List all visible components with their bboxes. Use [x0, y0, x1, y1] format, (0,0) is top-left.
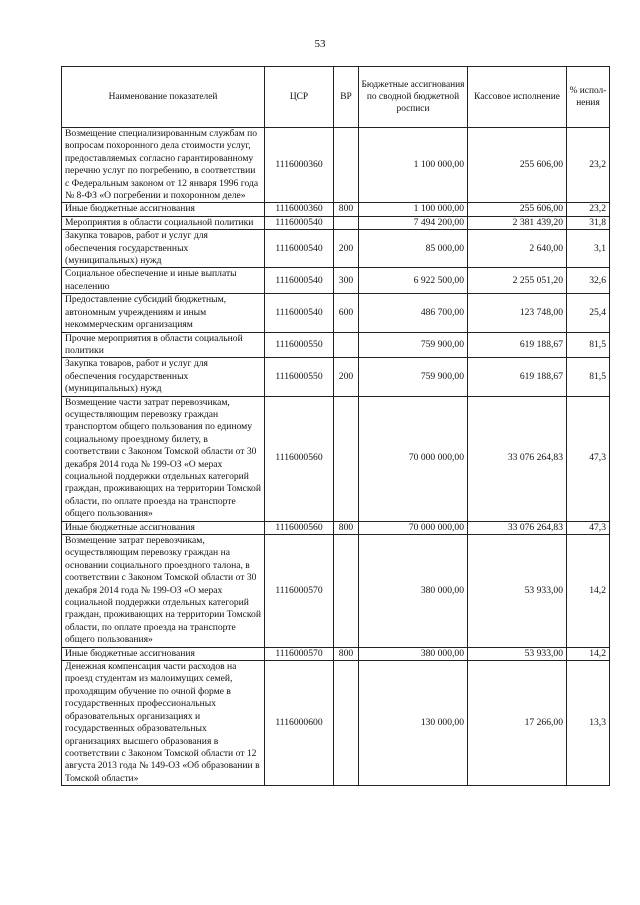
row-cash: 2 381 439,20 [468, 216, 567, 229]
header-vr: ВР [334, 67, 359, 128]
table-row [62, 661, 610, 786]
row-cash: 2 255 051,20 [468, 268, 567, 294]
row-cash: 619 188,67 [468, 332, 567, 358]
row-pct: 23,2 [567, 203, 610, 216]
row-plan: 130 000,00 [359, 661, 468, 786]
row-name: Иные бюджетные ассигнования [62, 521, 265, 534]
row-plan: 759 900,00 [359, 332, 468, 358]
row-plan: 380 000,00 [359, 647, 468, 660]
row-csr: 1116000540 [265, 294, 334, 332]
row-pct: 31,8 [567, 216, 610, 229]
header-csr: ЦСР [265, 67, 334, 128]
table-row [62, 358, 610, 396]
table-row [62, 332, 610, 358]
table-row [62, 216, 610, 229]
row-pct: 47,3 [567, 396, 610, 521]
table-header-row [62, 67, 610, 128]
row-csr: 1116000540 [265, 268, 334, 294]
row-pct: 14,2 [567, 535, 610, 648]
row-vr: 800 [334, 521, 359, 534]
row-csr: 1116000550 [265, 358, 334, 396]
row-vr: 800 [334, 647, 359, 660]
row-pct: 25,4 [567, 294, 610, 332]
row-name: Иные бюджетные ассигнования [62, 203, 265, 216]
row-vr: 200 [334, 230, 359, 268]
row-plan: 380 000,00 [359, 535, 468, 648]
table-row [62, 128, 610, 203]
row-pct: 14,2 [567, 647, 610, 660]
row-csr: 1116000570 [265, 647, 334, 660]
row-name: Иные бюджетные ассигнования [62, 647, 265, 660]
row-plan: 759 900,00 [359, 358, 468, 396]
row-pct: 47,3 [567, 521, 610, 534]
row-vr [334, 396, 359, 521]
header-pct: % испол-нения [567, 67, 610, 128]
row-pct: 3,1 [567, 230, 610, 268]
table-row [62, 535, 610, 648]
row-name: Прочие мероприятия в области социальной политики [62, 332, 265, 358]
row-vr [334, 128, 359, 203]
row-name: Закупка товаров, работ и услуг для обеспечения государственных (муниципальных) нужд [62, 230, 265, 268]
table-row [62, 203, 610, 216]
row-vr [334, 332, 359, 358]
row-name: Возмещение специализированным службам по вопросам похоронного дела стоимости услуг, предоставляемых согласно гарантированному перечню услуг по погребению, в соответствии с Федеральным законом от 12 января 1996 года № 8-ФЗ «О погребении и похоронном деле» [62, 128, 265, 203]
row-vr: 300 [334, 268, 359, 294]
row-csr: 1116000360 [265, 203, 334, 216]
header-cash: Кассовое исполнение [468, 67, 567, 128]
row-plan: 1 100 000,00 [359, 128, 468, 203]
table-row [62, 396, 610, 521]
row-csr: 1116000570 [265, 535, 334, 648]
row-name: Возмещение затрат перевозчикам, осуществляющим перевозку граждан на основании социального проездного талона, в соответствии с Законом Томской области от 30 декабря 2014 года № 199-ОЗ «О мерах социальной поддержки отдельных категорий граждан, проживающих на территории Томской области, по оплате проезда на транспорте общего пользования» [62, 535, 265, 648]
row-plan: 85 000,00 [359, 230, 468, 268]
table-row [62, 268, 610, 294]
row-cash: 33 076 264,83 [468, 396, 567, 521]
header-name: Наименование показателей [62, 67, 265, 128]
row-vr [334, 216, 359, 229]
row-csr: 1116000360 [265, 128, 334, 203]
budget-execution-table [61, 66, 610, 786]
table-row [62, 230, 610, 268]
table-row [62, 294, 610, 332]
row-pct: 81,5 [567, 358, 610, 396]
row-name: Возмещение части затрат перевозчикам, осуществляющим перевозку граждан транспортом общего пользования по единому социальному проездному билету, в соответствии с Законом Томской области от 30 декабря 2014 года № 199-ОЗ «О мерах социальной поддержки отдельных категорий граждан, проживающих на территории Томской области, по оплате проезда на транспорте общего пользования» [62, 396, 265, 521]
row-name: Социальное обеспечение и иные выплаты населению [62, 268, 265, 294]
row-vr [334, 661, 359, 786]
row-csr: 1116000540 [265, 216, 334, 229]
row-plan: 70 000 000,00 [359, 396, 468, 521]
row-cash: 255 606,00 [468, 128, 567, 203]
row-csr: 1116000550 [265, 332, 334, 358]
row-name: Денежная компенсация части расходов на проезд студентам из малоимущих семей, проходящим обучение по очной форме в государственных профессиональных образовательных организациях и государственных образовательных организациях высшего образования в соответствии с Законом Томской области от 12 августа 2013 года № 149-ОЗ «Об образовании в Томской области» [62, 661, 265, 786]
row-csr: 1116000560 [265, 396, 334, 521]
row-csr: 1116000540 [265, 230, 334, 268]
row-cash: 53 933,00 [468, 647, 567, 660]
row-pct: 32,6 [567, 268, 610, 294]
row-plan: 70 000 000,00 [359, 521, 468, 534]
row-cash: 2 640,00 [468, 230, 567, 268]
row-name: Закупка товаров, работ и услуг для обеспечения государственных (муниципальных) нужд [62, 358, 265, 396]
row-cash: 255 606,00 [468, 203, 567, 216]
row-vr [334, 535, 359, 648]
row-vr: 200 [334, 358, 359, 396]
row-cash: 53 933,00 [468, 535, 567, 648]
row-vr: 600 [334, 294, 359, 332]
row-pct: 13,3 [567, 661, 610, 786]
row-name: Предоставление субсидий бюджетным, автономным учреждениям и иным некоммерческим организациям [62, 294, 265, 332]
row-plan: 486 700,00 [359, 294, 468, 332]
row-plan: 6 922 500,00 [359, 268, 468, 294]
page-number: 53 [314, 38, 326, 50]
row-name: Мероприятия в области социальной политики [62, 216, 265, 229]
row-pct: 81,5 [567, 332, 610, 358]
row-csr: 1116000560 [265, 521, 334, 534]
row-cash: 33 076 264,83 [468, 521, 567, 534]
row-vr: 800 [334, 203, 359, 216]
table-row [62, 521, 610, 534]
table-row [62, 647, 610, 660]
row-plan: 7 494 200,00 [359, 216, 468, 229]
row-csr: 1116000600 [265, 661, 334, 786]
row-pct: 23,2 [567, 128, 610, 203]
row-cash: 17 266,00 [468, 661, 567, 786]
row-cash: 619 188,67 [468, 358, 567, 396]
row-plan: 1 100 000,00 [359, 203, 468, 216]
header-plan: Бюджетные ассигнования по сводной бюджетной росписи [359, 67, 468, 128]
row-cash: 123 748,00 [468, 294, 567, 332]
